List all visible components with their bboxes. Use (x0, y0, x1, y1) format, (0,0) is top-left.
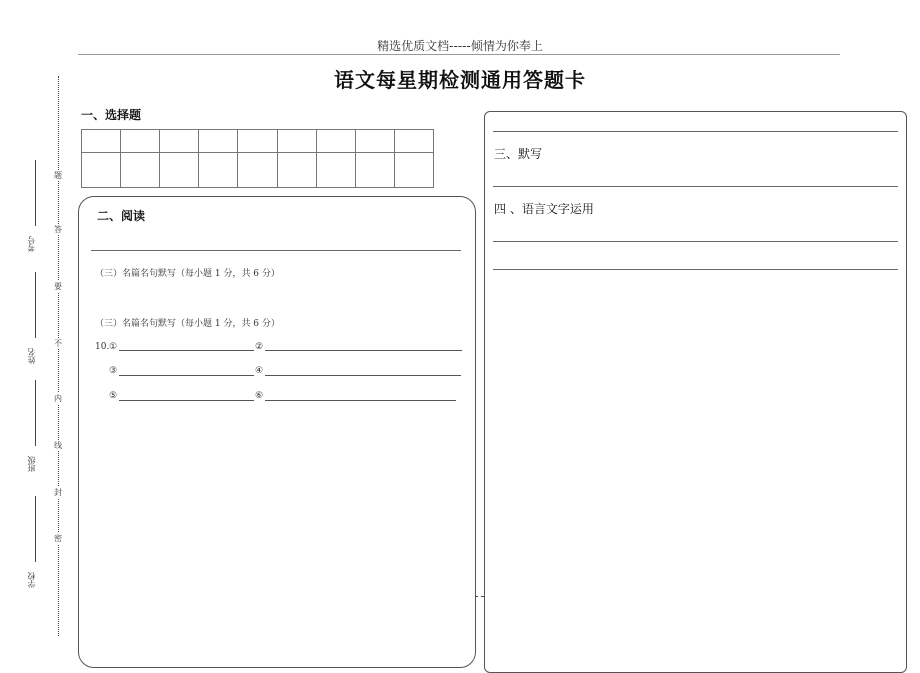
grid-cell[interactable] (82, 130, 121, 153)
section-divider (493, 186, 898, 187)
blank-marker: ⑤ (109, 391, 118, 401)
seal-char: 不 (54, 339, 62, 348)
grid-cell[interactable] (277, 130, 316, 153)
seal-char: 封 (54, 488, 62, 497)
blank-marker: ② (255, 342, 264, 352)
section-reading-title: 二、阅读 (97, 209, 146, 223)
grid-cell[interactable] (160, 130, 199, 153)
grid-cell[interactable] (277, 153, 316, 188)
section-divider (91, 250, 461, 251)
answer-blank[interactable] (265, 400, 456, 401)
class-line (35, 380, 36, 446)
grid-cell[interactable] (199, 130, 238, 153)
label-name: 姓名 (27, 348, 36, 364)
seal-char: 要 (54, 282, 62, 291)
grid-cell[interactable] (82, 153, 121, 188)
grid-cell[interactable] (316, 153, 355, 188)
binding-dotted-line (58, 76, 59, 636)
seal-char: 题 (54, 171, 62, 180)
grid-cell[interactable] (316, 130, 355, 153)
label-class: 班级 (27, 456, 36, 472)
question-note: （三）名篇名句默写（每小题 1 分，共 6 分） (95, 269, 280, 279)
section-language-title: 四 、语言文字运用 (494, 202, 594, 216)
grid-cell[interactable] (160, 153, 199, 188)
label-exam-number: 考号 (27, 236, 36, 252)
answer-blank[interactable] (119, 375, 254, 376)
blank-marker: ① (109, 342, 118, 352)
answer-blank[interactable] (265, 350, 462, 351)
exam-number-line (35, 160, 36, 226)
section-divider (493, 131, 898, 132)
question-number: 10. (95, 342, 110, 352)
header-divider (78, 54, 840, 55)
grid-cell[interactable] (355, 130, 394, 153)
label-school: 学校 (27, 572, 36, 588)
grid-cell[interactable] (238, 130, 277, 153)
question-note: （三）名篇名句默写（每小题 1 分，共 6 分） (95, 319, 280, 329)
seal-char: 密 (54, 534, 62, 543)
name-line (35, 272, 36, 338)
grid-cell[interactable] (394, 130, 433, 153)
page-title: 语文每星期检测通用答题卡 (334, 68, 586, 92)
answer-blank[interactable] (119, 400, 254, 401)
seal-char: 线 (54, 441, 62, 450)
grid-cell[interactable] (238, 153, 277, 188)
school-line (35, 496, 36, 562)
grid-cell[interactable] (394, 153, 433, 188)
section-choice-title: 一、选择题 (81, 108, 142, 122)
seal-char: 答 (54, 225, 62, 234)
answer-blank[interactable] (119, 350, 254, 351)
answer-line[interactable] (493, 241, 898, 242)
blank-marker: ④ (255, 366, 264, 376)
header-note: 精选优质文档-----倾情为你奉上 (377, 39, 543, 53)
answer-line[interactable] (493, 269, 898, 270)
grid-cell[interactable] (355, 153, 394, 188)
writing-section-box (484, 111, 907, 673)
grid-cell[interactable] (121, 153, 160, 188)
blank-marker: ③ (109, 366, 118, 376)
grid-cell[interactable] (199, 153, 238, 188)
section-dictation-title: 三、默写 (494, 147, 543, 161)
blank-marker: ⑥ (255, 391, 264, 401)
seal-char: 内 (54, 394, 62, 403)
grid-cell[interactable] (121, 130, 160, 153)
choice-answer-grid (81, 129, 434, 188)
fold-mark (475, 596, 484, 597)
answer-blank[interactable] (265, 375, 461, 376)
